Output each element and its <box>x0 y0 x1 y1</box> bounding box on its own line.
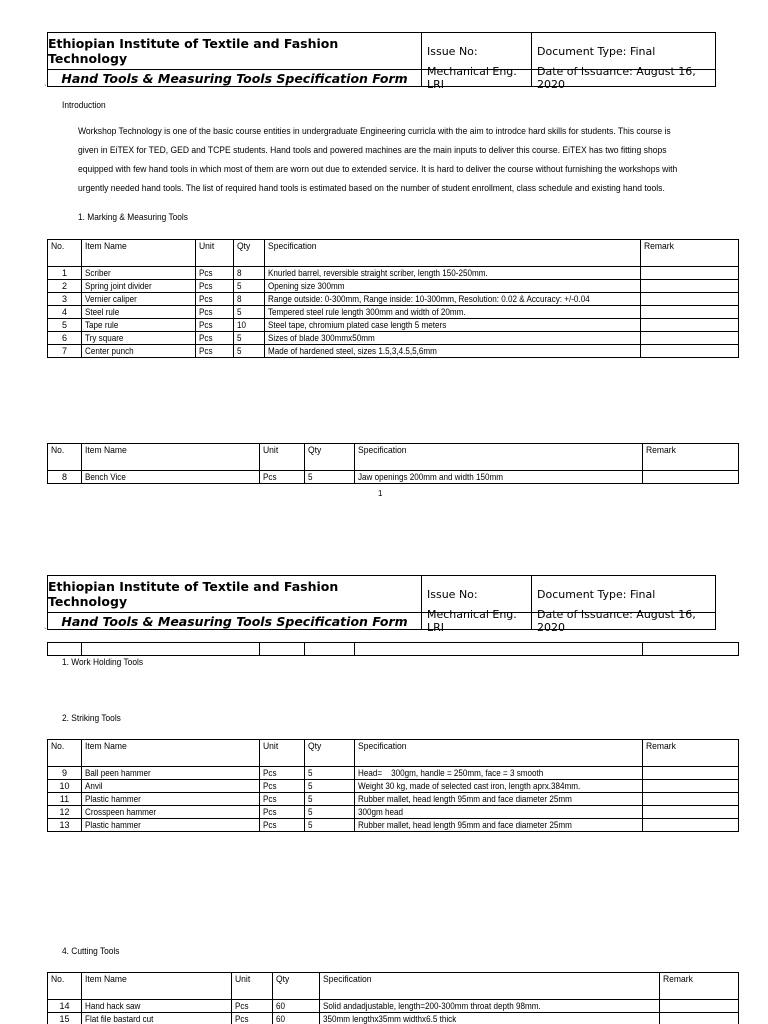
col-item-name: Item Name <box>82 740 260 767</box>
form-title: Hand Tools & Measuring Tools Specification Form <box>61 613 408 629</box>
col-remark: Remark <box>643 444 739 471</box>
intro-line: given in EiTEX for TED, GED and TCPE students. Hand tools and powered machines are the main inputs to deliver this course. EiTEX has two fitting shops <box>78 145 667 156</box>
table-continuation-row <box>47 642 739 656</box>
table-row: 3 Vernier caliper Pcs 8 Range outside: 0-300mm, Range inside: 10-300mm, Resolution: 0.02 & Accuracy: +/-0.04 <box>48 293 739 306</box>
col-qty: Qty <box>273 973 320 1000</box>
form-title: Hand Tools & Measuring Tools Specification Form <box>61 70 408 86</box>
col-item-name: Item Name <box>82 444 260 471</box>
table-row: 10 Anvil Pcs 5 Weight 30 kg, made of selected cast iron, length aprx.384mm. <box>48 780 739 793</box>
col-remark: Remark <box>660 973 739 1000</box>
intro-line: urgently needed hand tools. The list of required hand tools is estimated based on the number of student enrollment, class schedule and existing hand tools. <box>78 183 665 194</box>
document-header-1 <box>47 32 716 91</box>
col-specification: Specification <box>355 444 643 471</box>
table-row: 14 Hand hack saw Pcs 60 Solid andadjustable, length=200-300mm throat depth 98mm. <box>48 1000 739 1013</box>
document-type: Document Type: Final <box>537 44 656 58</box>
intro-line: Workshop Technology is one of the basic course entities in undergraduate Engineering curricla with the aim to introdce hard skills for students. This course is <box>78 126 671 137</box>
col-remark: Remark <box>643 740 739 767</box>
table-row: 7 Center punch Pcs 5 Made of hardened steel, sizes 1.5,3,4.5,5,6mm <box>48 345 739 358</box>
col-qty: Qty <box>305 444 355 471</box>
col-item-name: Item Name <box>82 973 232 1000</box>
introduction-heading: Introduction <box>62 100 106 111</box>
col-specification: Specification <box>320 973 660 1000</box>
document-header-2 <box>47 575 716 634</box>
col-unit: Unit <box>232 973 273 1000</box>
department: Mechanical Eng. LRI <box>427 608 517 634</box>
section-work-holding: 1. Work Holding Tools <box>62 657 144 668</box>
table-row: 11 Plastic hammer Pcs 5 Rubber mallet, head length 95mm and face diameter 25mm <box>48 793 739 806</box>
issuance-date: Date of Issuance: August 16, 2020 <box>537 65 696 91</box>
table-row: 4 Steel rule Pcs 5 Tempered steel rule length 300mm and width of 20mm. <box>48 306 739 319</box>
table-row: 1 Scriber Pcs 8 Knurled barrel, reversible straight scriber, length 150-250mm. <box>48 267 739 280</box>
col-unit: Unit <box>260 740 305 767</box>
department: Mechanical Eng. LRI <box>427 65 517 91</box>
document-type: Document Type: Final <box>537 587 656 601</box>
col-no: No. <box>48 973 82 1000</box>
table-row: 13 Plastic hammer Pcs 5 Rubber mallet, head length 95mm and face diameter 25mm <box>48 819 739 832</box>
table-row: 12 Crosspeen hammer Pcs 5 300gm head <box>48 806 739 819</box>
col-qty: Qty <box>234 240 265 267</box>
institute-name: Ethiopian Institute of Textile and Fashion Technology <box>48 579 339 609</box>
col-specification: Specification <box>355 740 643 767</box>
col-no: No. <box>48 240 82 267</box>
work-holding-table <box>47 443 739 484</box>
col-item-name: Item Name <box>82 240 196 267</box>
table-header-row <box>48 973 739 1000</box>
table-header-row <box>48 444 739 471</box>
issue-number-label: Issue No: <box>427 587 478 601</box>
col-unit: Unit <box>260 444 305 471</box>
section-cutting: 4. Cutting Tools <box>62 946 120 957</box>
table-row: 8 Bench Vice Pcs 5 Jaw openings 200mm and width 150mm <box>48 471 739 484</box>
table-row: 9 Ball peen hammer Pcs 5 Head= 300gm, handle = 250mm, face = 3 smooth <box>48 767 739 780</box>
col-qty: Qty <box>305 740 355 767</box>
issue-number-label: Issue No: <box>427 44 478 58</box>
striking-tools-table <box>47 739 739 832</box>
section-striking: 2. Striking Tools <box>62 713 121 724</box>
page-number: 1 <box>378 489 383 498</box>
table-row: 15 Flat file bastard cut Pcs 60 350mm lengthx35mm widthx6.5 thick <box>48 1013 739 1024</box>
col-specification: Specification <box>265 240 641 267</box>
intro-line: equipped with few hand tools in which most of them are worn out due to extended service. It is hard to deliver the course without furnishing the workshops with <box>78 164 678 175</box>
table-header-row <box>48 740 739 767</box>
col-unit: Unit <box>196 240 234 267</box>
table-header-row <box>48 240 739 267</box>
table-row: 6 Try square Pcs 5 Sizes of blade 300mmx50mm <box>48 332 739 345</box>
institute-name: Ethiopian Institute of Textile and Fashion Technology <box>48 36 339 66</box>
table-row: 5 Tape rule Pcs 10 Steel tape, chromium plated case length 5 meters <box>48 319 739 332</box>
marking-tools-table <box>47 239 739 358</box>
col-no: No. <box>48 444 82 471</box>
cutting-tools-table <box>47 972 739 1024</box>
section-marking-measuring: 1. Marking & Measuring Tools <box>78 212 188 223</box>
col-no: No. <box>48 740 82 767</box>
table-row: 2 Spring joint divider Pcs 5 Opening size 300mm <box>48 280 739 293</box>
col-remark: Remark <box>641 240 739 267</box>
introduction-paragraph <box>78 122 713 198</box>
issuance-date: Date of Issuance: August 16, 2020 <box>537 608 696 634</box>
